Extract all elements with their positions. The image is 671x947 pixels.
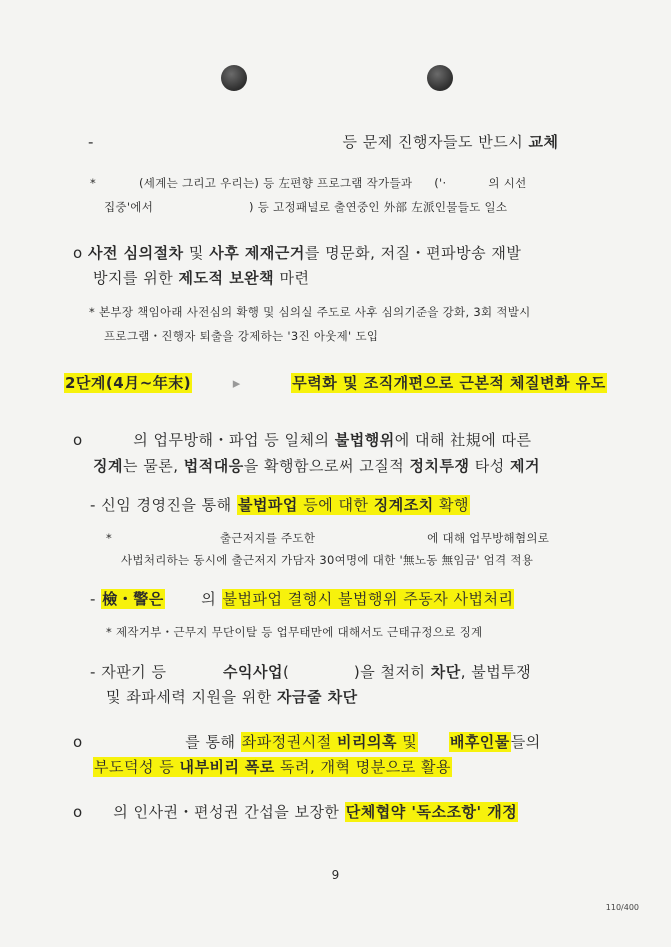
line-2 — [90, 175, 527, 191]
line-9-text-b: 에 대해 社規에 따른 — [394, 431, 532, 449]
dash-marker: - — [90, 496, 96, 514]
line-14 — [90, 588, 514, 609]
line-4-bold-b: 사후 제재근거 — [209, 244, 305, 262]
line-12-text-b: 에 대해 업무방해혐의로 — [427, 531, 550, 545]
line-3-text-a: 집중'에서 — [104, 200, 154, 214]
line-2-text-b: ('· — [434, 176, 447, 190]
line-17 — [106, 686, 358, 707]
line-10-text-b: 을 확행함으로써 고질적 — [243, 457, 405, 475]
star-marker: * — [106, 531, 113, 545]
line-10-text-a: 는 물론, — [122, 457, 179, 475]
line-18-text-a: 를 통해 — [185, 733, 236, 751]
dash-marker: - — [90, 590, 96, 608]
line-14-text: 의 — [201, 590, 217, 608]
line-10-bold-c: 정치투쟁 — [409, 457, 470, 475]
dash-marker: - — [88, 133, 94, 151]
line-11 — [90, 494, 470, 515]
line-14-highlight-a: 檢・警은 — [102, 590, 164, 608]
line-10-bold-d: 제거 — [509, 457, 540, 475]
line-16-text-c: )을 철저히 — [353, 663, 426, 681]
stage-heading — [64, 372, 607, 393]
line-2-text-c: 의 시선 — [488, 176, 527, 190]
line-9-text-a: 의 업무방해・파업 등 일체의 — [133, 431, 330, 449]
line-1-bold: 교체 — [528, 133, 559, 151]
line-5-bold: 제도적 보완책 — [178, 269, 275, 287]
circle-marker: o — [73, 244, 83, 262]
line-18-highlight-b: 비리의혹 — [337, 733, 397, 751]
line-16-bold-b: 차단 — [430, 663, 461, 681]
line-11-text: 신임 경영진을 통해 — [101, 496, 232, 514]
line-4-bold-a: 사전 심의절차 — [87, 244, 184, 262]
line-18-text-b: 들의 — [510, 733, 541, 751]
line-19-highlight-b: 내부비리 — [179, 758, 240, 776]
line-9-bold: 불법행위 — [334, 431, 395, 449]
line-17-text: 및 좌파세력 지원을 위한 — [106, 688, 272, 706]
line-1-text: 등 문제 진행자들도 반드시 — [342, 133, 524, 151]
line-4-text-b: 를 명문화, 저질・편파방송 재발 — [304, 244, 522, 262]
line-6: * 본부장 책임아래 사전심의 확행 및 심의실 주도로 사후 심의기준을 강화, 3회 적발시 — [89, 305, 531, 319]
line-5-text-b: 마련 — [279, 269, 310, 287]
line-16 — [90, 661, 531, 682]
line-11-highlight-b: 등에 대한 — [303, 496, 369, 514]
arrow-icon: ▸ — [232, 374, 241, 392]
line-19-highlight-d: 독려, 개혁 명분으로 활용 — [280, 758, 451, 776]
line-19 — [93, 756, 452, 777]
circle-marker: o — [73, 733, 83, 751]
line-16-bold-a: 수익사업 — [223, 663, 283, 681]
line-11-highlight-a: 불법파업 — [237, 496, 298, 514]
line-11-highlight-d: 확행 — [438, 496, 469, 514]
line-2-text-a: (세계는 그리고 우리는) 등 左편향 프로그램 작가들과 — [139, 176, 413, 190]
line-9 — [73, 429, 531, 450]
line-17-bold: 자금줄 차단 — [277, 688, 358, 706]
line-14-highlight-b: 불법파업 결행시 불법행위 주동자 사법처리 — [222, 590, 514, 608]
line-4-text-a: 및 — [188, 244, 204, 262]
line-10 — [93, 455, 540, 476]
stage-label: 2단계(4月~年末) — [65, 374, 192, 392]
line-20 — [73, 801, 518, 822]
circle-marker: o — [73, 431, 83, 449]
page-number: 9 — [331, 868, 340, 882]
line-15: * 제작거부・근무지 무단이탈 등 업무태만에 대해서도 근태규정으로 징계 — [106, 625, 483, 639]
line-1 — [88, 131, 558, 152]
page-stamp: 110/400 — [605, 903, 639, 912]
line-18-highlight-a: 좌파정권시절 — [241, 733, 332, 751]
line-16-text-d: , 불법투쟁 — [460, 663, 532, 681]
line-16-text-b: ( — [282, 663, 290, 681]
line-7: 프로그램・진행자 퇴출을 강제하는 '3진 아웃제' 도입 — [104, 329, 379, 343]
line-3-text-b: ) 등 고정패널로 출연중인 外部 左派인물들도 일소 — [249, 200, 508, 214]
line-10-bold-a: 징계 — [93, 457, 123, 475]
line-12-text-a: 출근저지를 주도한 — [220, 531, 316, 545]
line-11-highlight-c: 징계조치 — [373, 496, 434, 514]
line-18-highlight-d: 배후인물 — [449, 733, 510, 751]
line-4 — [73, 242, 521, 263]
line-20-text: 의 인사권・편성권 간섭을 보장한 — [113, 803, 340, 821]
punch-hole-right — [427, 65, 453, 91]
line-3 — [104, 199, 507, 215]
line-5 — [93, 267, 309, 288]
line-18 — [73, 731, 541, 752]
line-16-text-a: 자판기 등 — [101, 663, 167, 681]
line-13: 사법처리하는 동시에 출근저지 가담자 30여명에 대한 '無노동 無임금' 엄격 적용 — [121, 553, 534, 567]
line-10-bold-b: 법적대응 — [183, 457, 244, 475]
line-19-highlight-a: 부도덕성 등 — [94, 758, 175, 776]
line-19-highlight-c: 폭로 — [244, 758, 275, 776]
line-20-highlight: 단체협약 '독소조항' 개정 — [345, 803, 518, 821]
line-10-text-c: 타성 — [474, 457, 505, 475]
line-12 — [106, 530, 549, 546]
punch-hole-left — [221, 65, 247, 91]
line-5-text-a: 방지를 위한 — [93, 269, 174, 287]
stage-title: 무력화 및 조직개편으로 근본적 체질변화 유도 — [292, 374, 606, 392]
dash-marker: - — [90, 663, 96, 681]
star-marker: * — [90, 176, 97, 190]
line-18-highlight-c: 및 — [402, 733, 418, 751]
circle-marker: o — [73, 803, 83, 821]
